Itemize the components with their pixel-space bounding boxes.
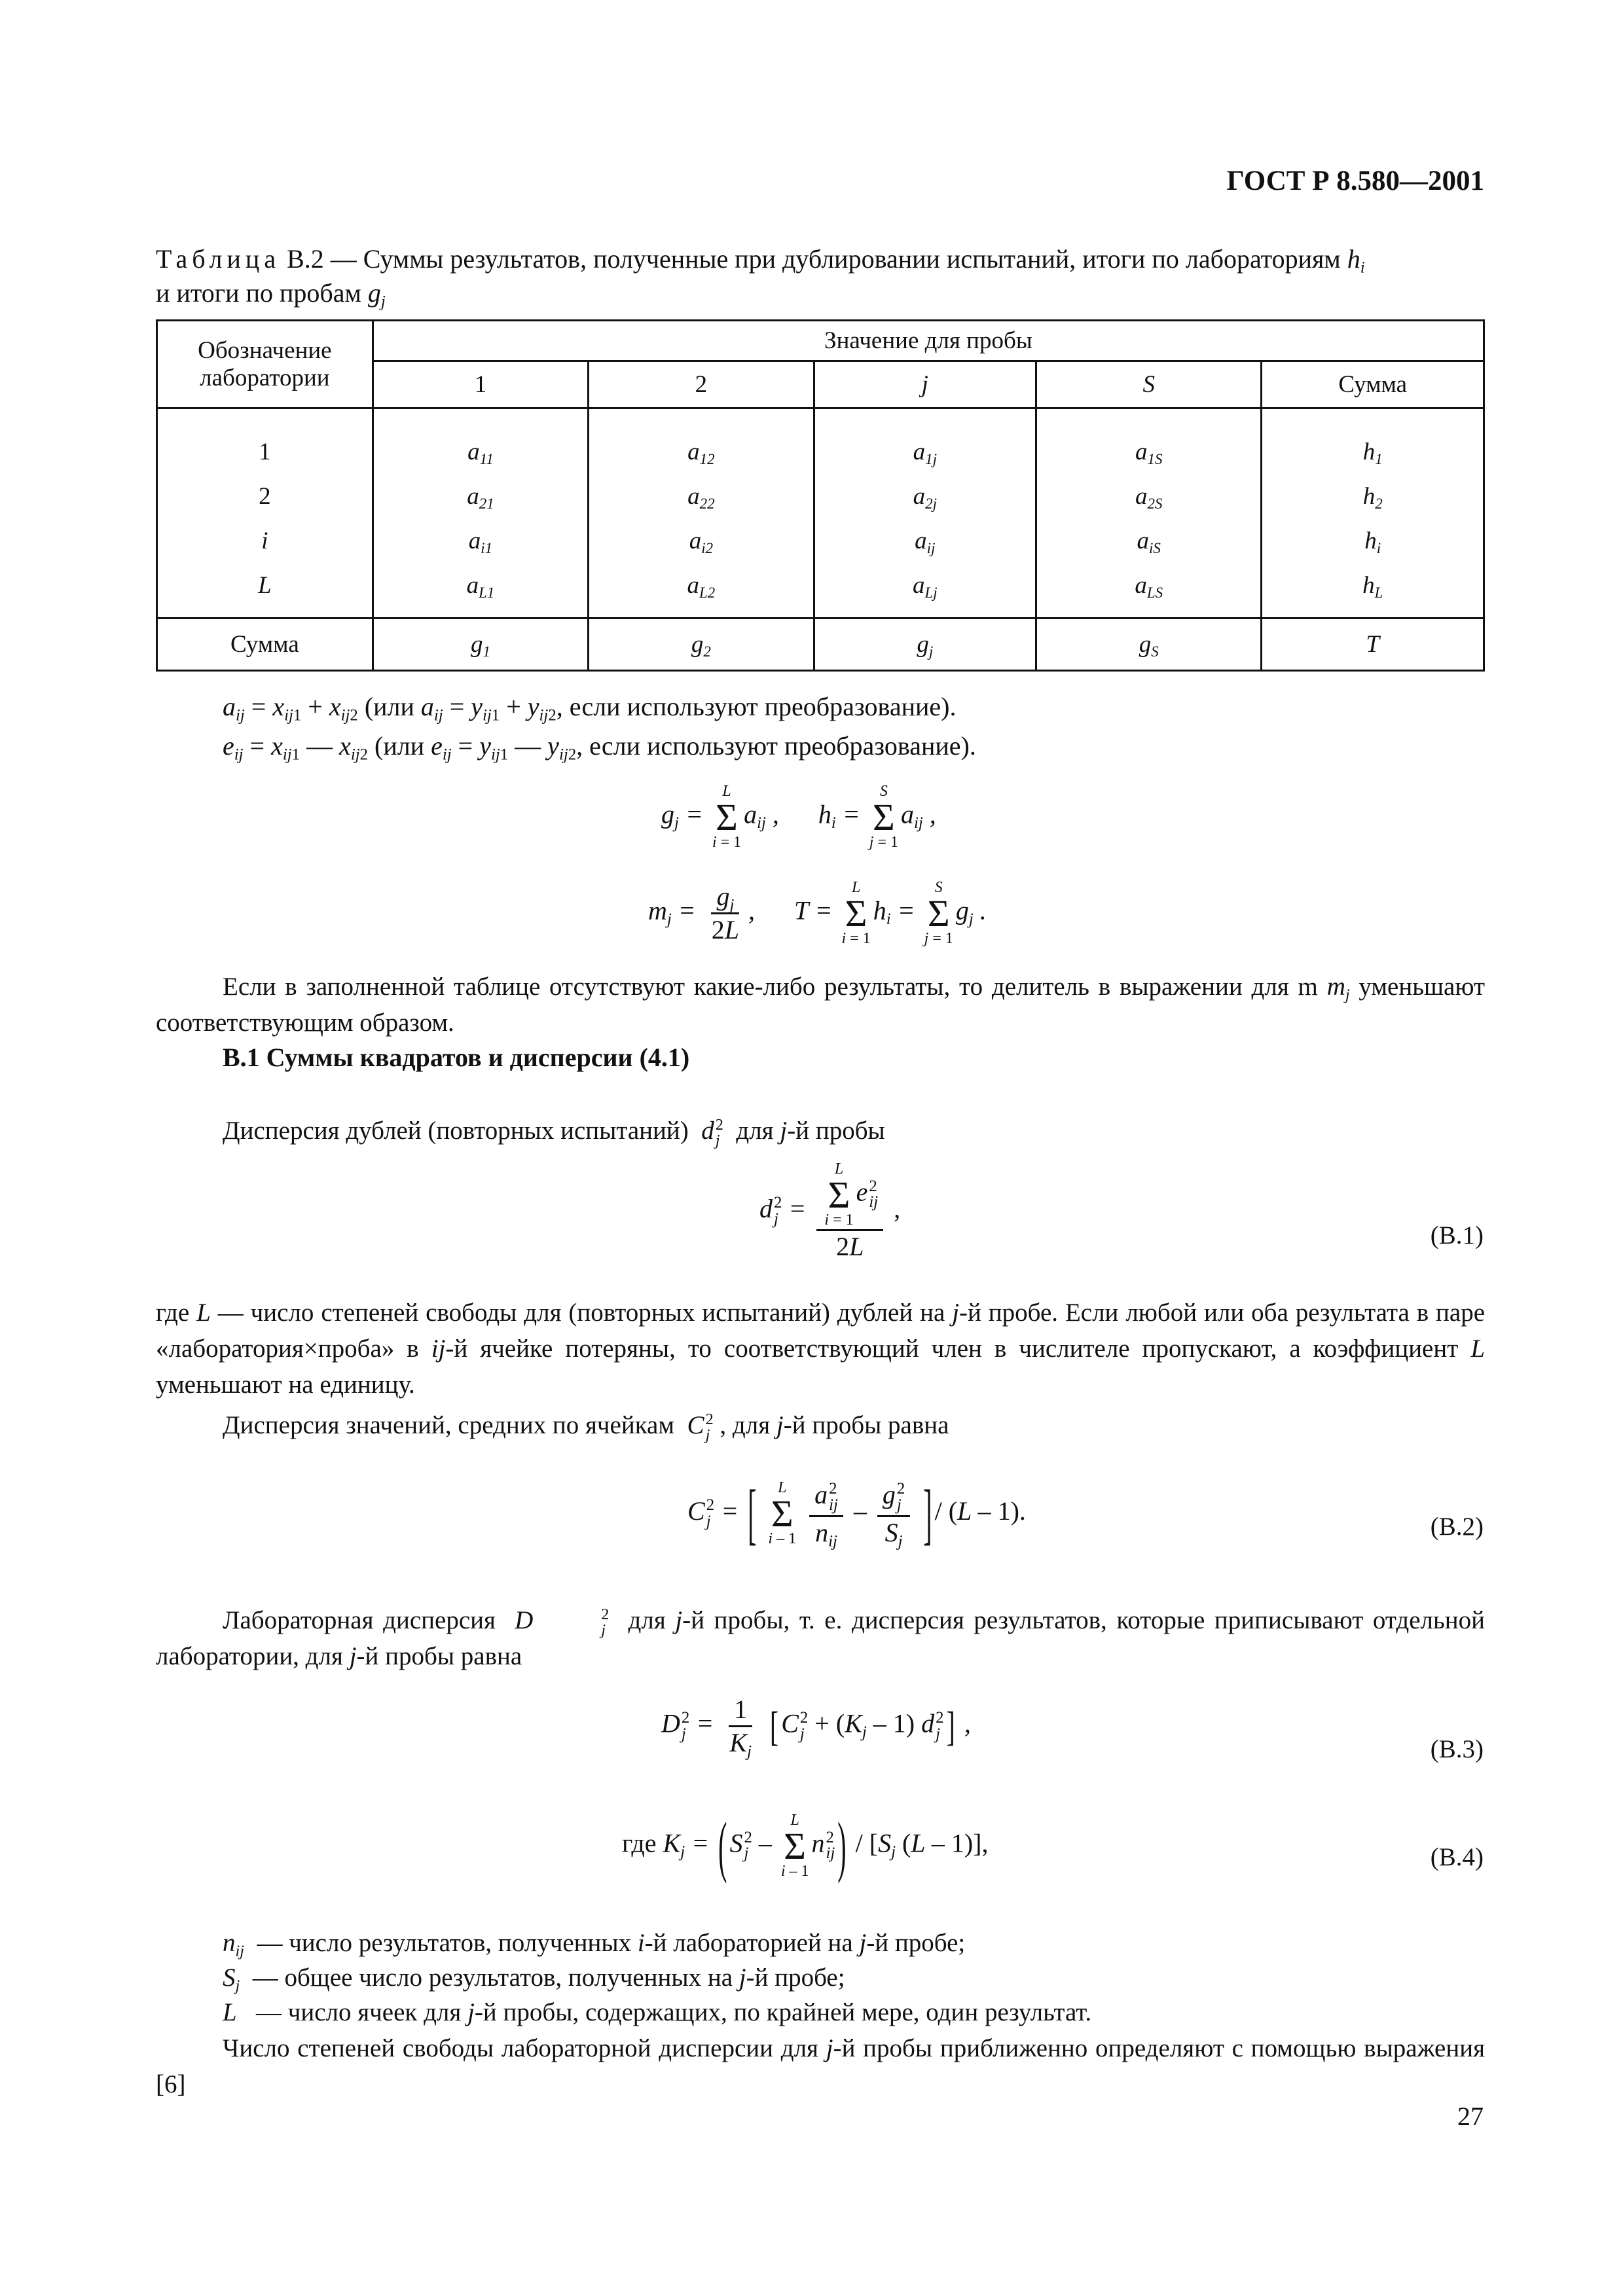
caption-g-symbol: g [367,278,381,308]
cell-symbol: a [913,439,926,465]
table-caption-label: Таблица [156,244,281,274]
col-header: 1 [373,361,588,408]
cell-symbol: a [1137,528,1150,554]
lab-label: 1 [259,439,271,465]
value-cell [815,430,1035,475]
sum-symbol: T [1366,631,1379,658]
cell-var-text: Дисперсия значений, средних по ячейкам [223,1411,675,1439]
where-text: где [156,1299,190,1327]
aij-definition: $a_{ij} = x_{ij1} + x_{ij2}$ (или $a_{ij} = y_{ij1} + y_{ij2}$, если используют преобразование). [223,692,957,725]
L-def-text: — число степеней свободы для (повторных испытаний) дублей на [217,1299,945,1327]
value-cell [815,564,1035,608]
cell-symbol: a [689,528,702,554]
cell-sub: L [1374,584,1383,601]
paragraph-missing-results: Если в заполненной таблице отсутствуют какие-либо результаты, то делитель в выражении для m $m_j$ уменьшают соответствующим образом. [156,973,1486,1037]
cell-symbol: a [467,483,479,510]
sum-sub: S [1151,643,1159,660]
caption-g-sub: j [380,293,386,311]
cell-symbol: a [913,483,926,510]
document-header: ГОСТ Р 8.580—2001 [1226,166,1484,196]
sum-sub: 1 [483,643,490,660]
definition-text: -й пробе; [746,1964,845,1992]
definition-text: — число ячеек для [255,1998,462,2026]
cell-symbol: a [687,439,700,465]
paragraph-missing-text: Если в заполненной таблице отсутствуют какие-либо результаты, то делитель в выражении для m [223,973,1318,1001]
value-cell [1037,475,1260,519]
col-header: S [1036,361,1262,408]
value-cell [1037,430,1260,475]
where-text: где [622,1828,657,1858]
sum-column [1262,416,1484,619]
equation-number: (В.4) [1430,1843,1484,1871]
equation-number: (В.3) [1430,1735,1484,1763]
formula-b3: D 2 j = $\frac{1}{K_j}$ [ C 2 j + $(K_j - 1)$ d 2 j ] , [661,1695,971,1761]
transform-text: , если используют преобразование). [576,731,976,761]
col-group-header: Значение для пробы [373,321,1484,361]
cell-symbol: h [1364,528,1377,554]
value-cell [1262,564,1483,608]
cell-sub: 1j [925,450,937,467]
caption-h-symbol: h [1347,244,1360,274]
value-cell [589,564,812,608]
definition-item: $n_{ij}$ — число результатов, полученных i-й лабораторией на j-й пробе; [223,1929,966,1960]
cell-symbol: a [468,528,481,554]
cell-sub: 12 [699,450,715,467]
paragraph-L-definition: где L — число степеней свободы для (повторных испытаний) дублей на j-й пробе. Если любой или оба результата в паре «лаборатория×проба» в ij-й ячейке потеряны, то соответствующий член в числителе пропускают, а коэффициент L уменьшают на единицу. [156,1299,1486,1399]
equal-text: -й пробы равна [356,1642,522,1671]
col-header: j [814,361,1036,408]
value-column [814,416,1036,619]
lab-label: i [261,528,268,554]
cell-sub: 2j [925,495,937,512]
final-text-2: -й пробы приближенно определяют с помощью выражения [6] [156,2034,1486,2098]
sum-symbol: g [1139,631,1152,658]
paragraph-cell-variance: Дисперсия значений, средних по ячейкам C 2 j , для j-й пробы равна [223,1410,949,1444]
cell-sub: 11 [479,450,494,467]
sum-sub: 2 [703,643,711,660]
caption-h-sub: i [1360,259,1365,277]
definition-text: -й пробы, содержащих, по крайней мере, один результат. [474,1998,1092,2026]
sum-cell [589,619,814,671]
definition-item: L — число ячеек для j-й пробы, содержащих, по крайней мере, один результат. [223,1998,1092,2026]
L-def-text-3: -й ячейке потеряны, то соответствующий член в числителе пропускают, а коэффициент [445,1335,1459,1363]
j-sample-text: -й пробы [787,1117,885,1145]
formula-gj-hi: $g_j$ = L Σ i = 1 $a_{ij}$ , $h_i$ = S Σ j = 1 $a_{ij}$ , [661,783,936,851]
definition-symbol: n [223,1929,236,1957]
lab-label: 2 [259,483,271,510]
sum-cell [1036,619,1262,671]
paragraph-missing-end: уменьшают соответствующим образом. [156,973,1486,1037]
formula-mj-T: $m_j$ = $\frac{g_j}{2L}$ , T = L Σ i = 1 $h_i$ = S Σ j = 1 $g_j$ . [648,879,987,947]
value-cell [589,475,812,519]
eij-definition: $e_{ij} = x_{ij1}$ — $x_{ij2}$ (или $e_{ij} = y_{ij1}$ — $y_{ij2}$, если используют преобразование). [223,731,976,764]
value-cell [1262,475,1483,519]
col-lab-header [157,321,373,408]
lab-label: L [258,572,272,599]
results-table [156,319,1485,672]
definition-symbol: L [223,1998,237,2026]
page-number: 27 [1457,2102,1484,2131]
value-cell [374,475,587,519]
value-cell [815,475,1035,519]
definition-text: -й пробе; [866,1929,966,1957]
cell-sub: 22 [699,495,715,512]
cell-var-end: , для [720,1411,771,1439]
formula-b1: d 2 j = L Σ i = 1 e 2 ij 2L , [759,1160,901,1261]
sum-row-label: Сумма [157,619,373,671]
paragraph-duplicate-variance: Дисперсия дублей (повторных испытаний) d 2 j для j-й пробы [223,1115,885,1150]
cell-symbol: a [687,572,700,599]
cell-sub: 2 [1375,495,1383,512]
value-column [589,416,814,619]
cell-sub: LS [1146,584,1163,601]
table-caption-line2: и итоги по пробам [156,278,361,308]
lab-var-text-2: -й пробы, т. е. дисперсия результатов, которые приписывают отдельной лаборатории, для [156,1606,1486,1671]
cell-sub: L1 [479,584,495,601]
sum-sub: j [928,643,934,660]
cell-sub: 1S [1147,450,1163,467]
cell-sub: i2 [701,539,714,556]
equal-text: -й пробы равна [783,1411,949,1439]
final-text: Число степеней свободы лабораторной дисперсии для [223,2034,818,2062]
cell-symbol: a [1135,439,1148,465]
formula-b2: C 2 j = [ L Σ i – 1 a 2 ij $n_{ij}$ – g 2 j $S_j$ ] / (L – 1). [687,1475,1026,1552]
sum-cell [373,619,588,671]
paragraph-lab-variance: Лабораторная дисперсия D 2 j для j-й пробы, т. е. дисперсия результатов, которые приписывают отдельной лаборатории, для j-й пробы равна [156,1605,1486,1671]
final-paragraph: Число степеней свободы лабораторной дисперсии для j-й пробы приближенно определяют с помощью выражения [6] [156,2034,1486,2098]
value-cell [374,519,587,564]
sum-row [157,619,1484,671]
definition-text: — общее число результатов, полученных на [252,1964,733,1992]
col-lab-label: Обозначение лаборатории [198,336,332,391]
sum-cell [1262,619,1484,671]
cell-symbol: a [912,572,925,599]
cell-symbol: a [915,528,927,554]
value-cell [589,519,812,564]
table-caption-text: В.2 — Суммы результатов, полученные при дублировании испытаний, итоги по лабораториям [287,244,1341,274]
transform-text: , если используют преобразование). [556,692,957,721]
definition-sub: j [235,1977,240,1995]
value-cell [1262,519,1483,564]
cell-sub: 1 [1375,450,1383,467]
value-cell [374,430,587,475]
cell-sub: i1 [481,539,493,556]
cell-sub: Lj [924,584,938,601]
for-text: для [628,1606,666,1634]
value-column [1036,416,1262,619]
definition-text: — число результатов, полученных [257,1929,632,1957]
definition-text: -й лабораторией на [644,1929,853,1957]
section-heading: В.1 Суммы квадратов и дисперсии (4.1) [223,1043,690,1072]
cell-sub: ij [926,539,936,556]
equation-number: (В.1) [1430,1221,1484,1249]
lab-var-text: Лабораторная дисперсия [223,1606,496,1634]
definition-item: $S_j$ — общее число результатов, полученных на j-й пробе; [223,1964,845,1995]
sum-symbol: g [470,631,483,658]
cell-sub: i [1376,539,1381,556]
value-cell [1262,430,1483,475]
L-def-text-2: -й пробе. Если любой или оба результата в паре «лаборатория×проба» в [156,1299,1486,1363]
cell-sub: 2S [1147,495,1163,512]
value-cell [589,430,812,475]
value-cell [1037,564,1260,608]
L-def-text-4: уменьшают на единицу. [156,1371,415,1399]
cell-symbol: h [1362,572,1375,599]
value-cell [815,519,1035,564]
definition-sub: ij [235,1942,244,1960]
formula-b4: где $K_j$ = ( S 2 j – L Σ i – 1 n 2 ij ) / [$S_j$ (L – 1)], [622,1807,989,1884]
cell-symbol: h [1362,483,1376,510]
definition-list [223,1926,1091,2030]
cell-symbol: a [1135,483,1148,510]
cell-sub: L2 [699,584,716,601]
or-text: (или [364,692,414,721]
for-text: для [736,1117,774,1145]
value-cell [374,564,587,608]
value-column [373,416,588,619]
cell-sub: iS [1149,539,1161,556]
cell-symbol: h [1362,439,1376,465]
sum-symbol: g [691,631,704,658]
dubl-text: Дисперсия дублей (повторных испытаний) [223,1117,689,1145]
table-caption [156,242,1485,310]
cell-symbol: a [1135,572,1147,599]
or-text: (или [374,731,425,761]
col-header: 2 [589,361,814,408]
definition-symbol: S [223,1964,236,1992]
sum-symbol: g [917,631,929,658]
table-body-row [157,416,1484,619]
cell-symbol: a [687,483,700,510]
cell-symbol: a [467,439,480,465]
cell-sub: 21 [479,495,494,512]
equation-number: (В.2) [1430,1513,1484,1541]
sum-cell [814,619,1036,671]
col-header: Сумма [1262,361,1484,408]
cell-symbol: a [466,572,479,599]
lab-column [157,416,373,619]
value-cell [1037,519,1260,564]
